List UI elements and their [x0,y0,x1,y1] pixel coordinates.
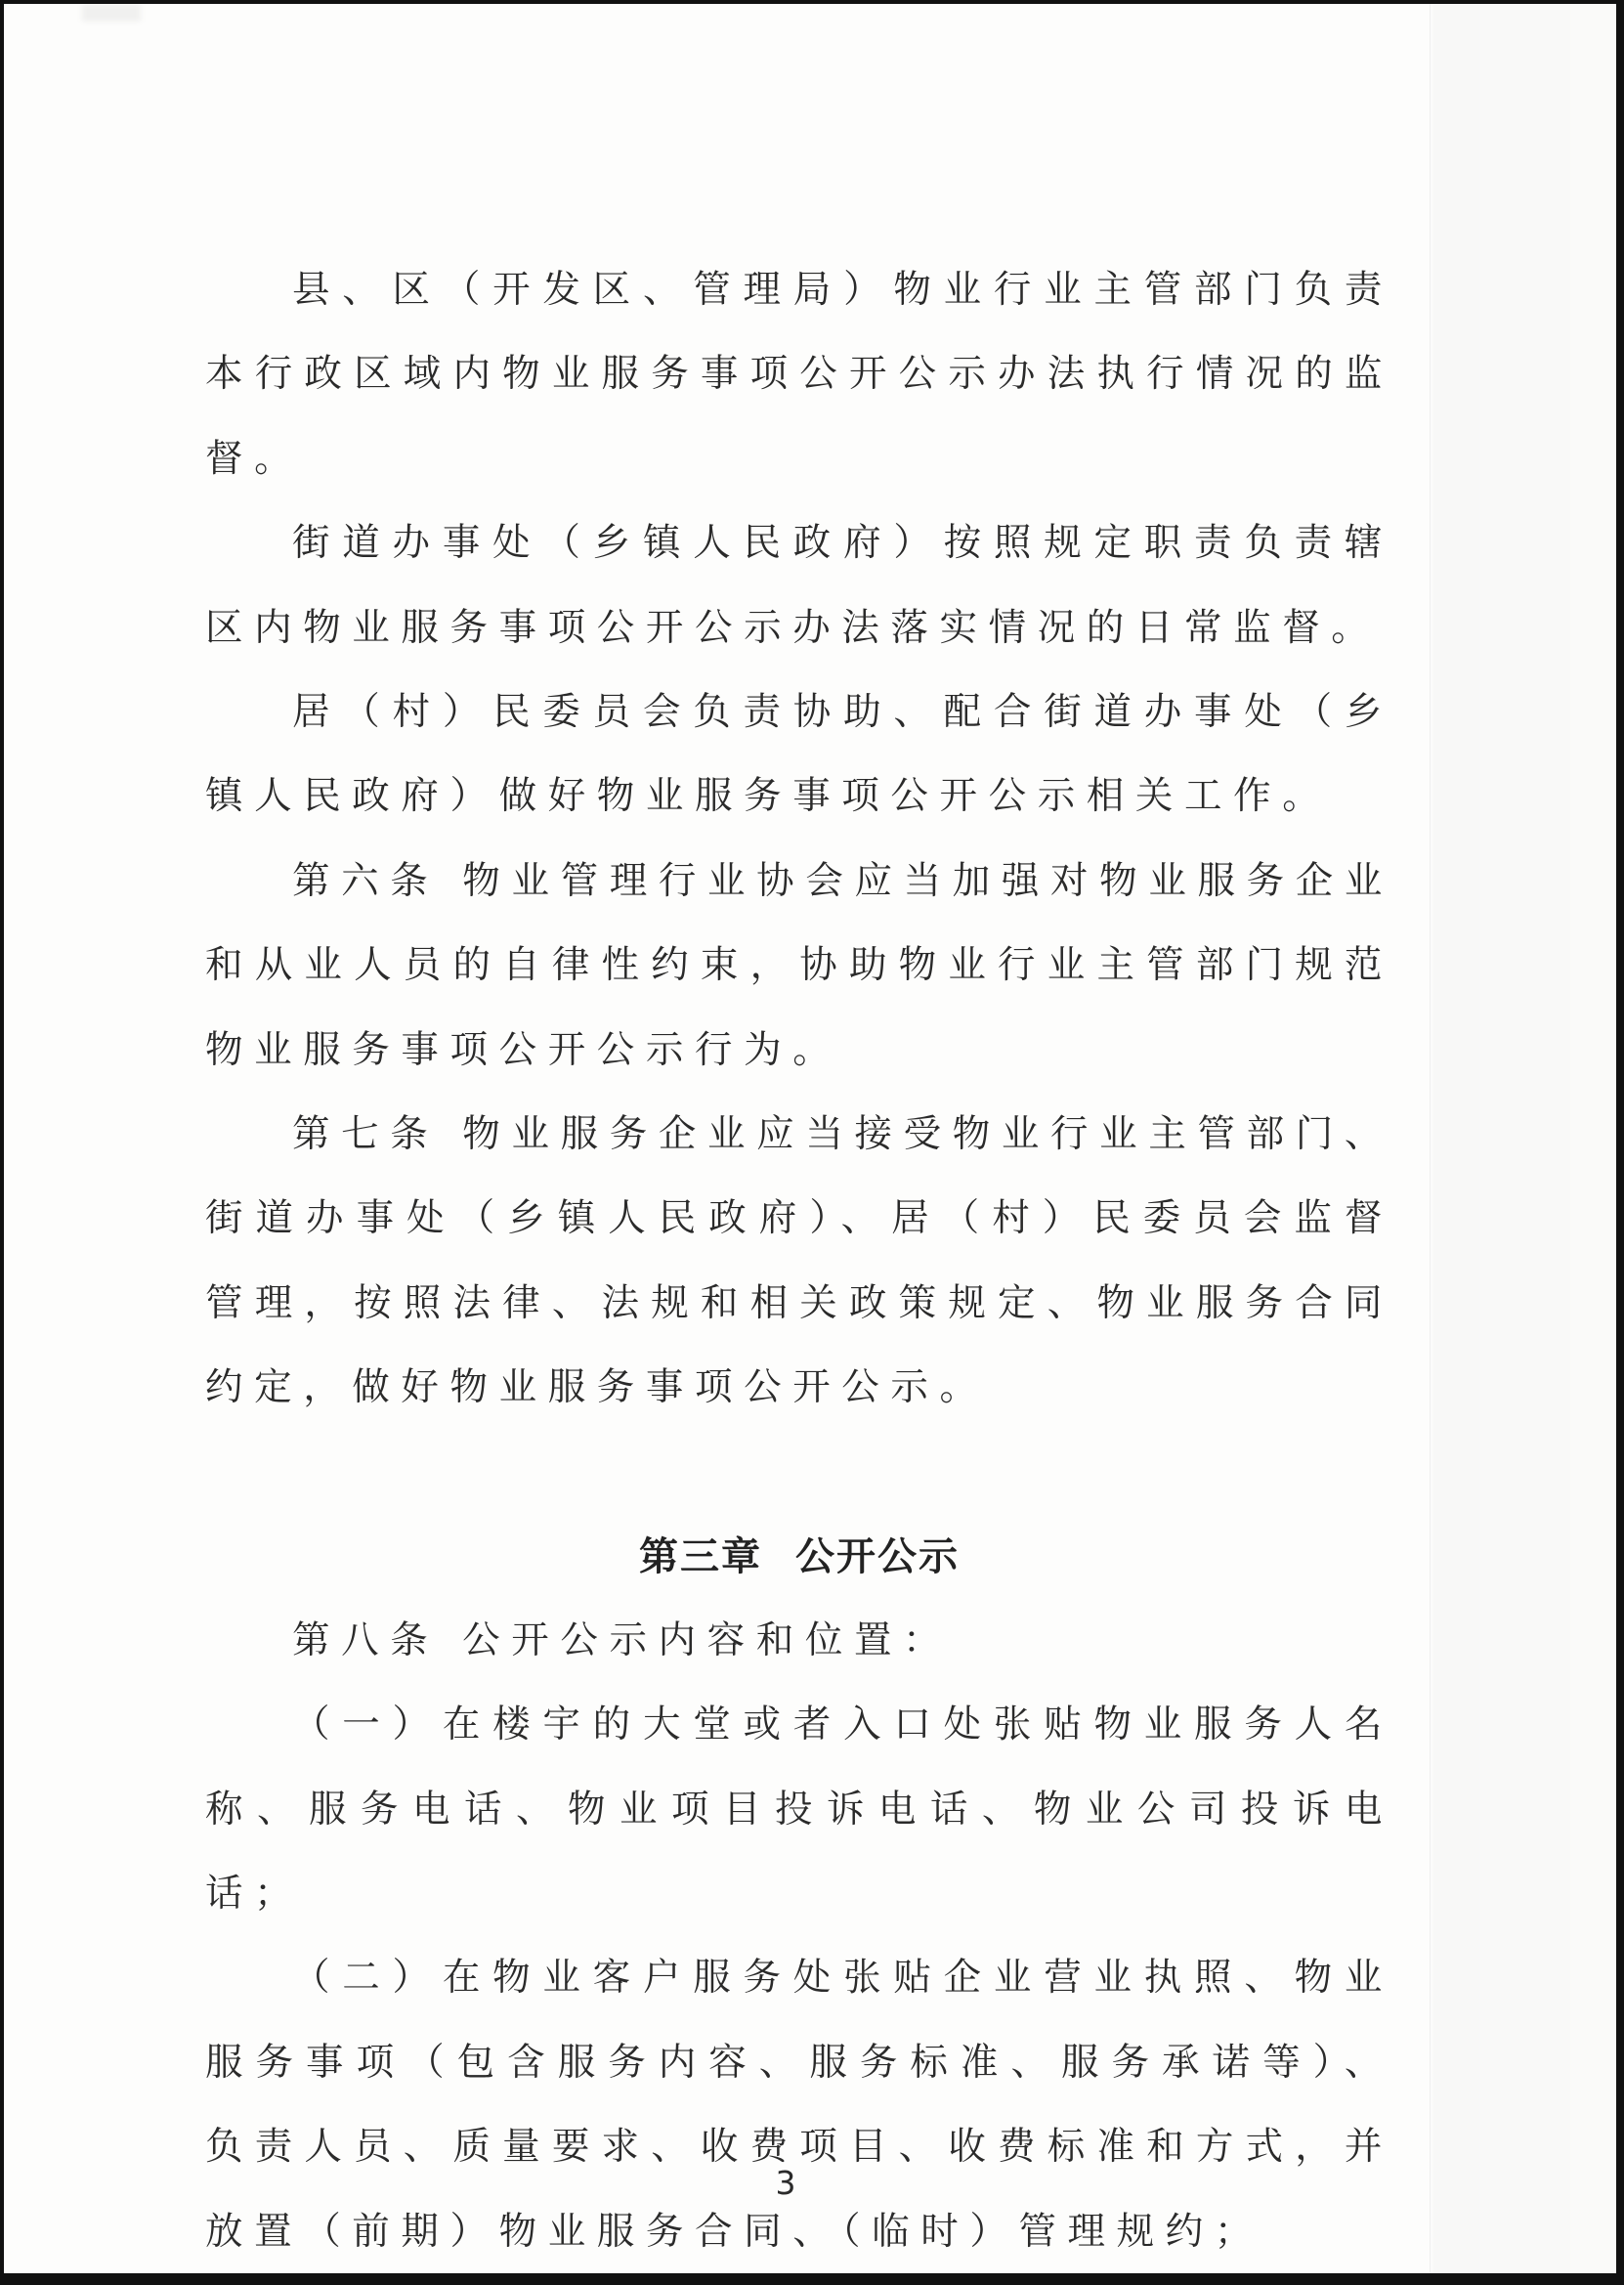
paragraph-article-6: 第六条 物业管理行业协会应当加强对物业服务企业和从业人员的自律性约束，协助物业行业主管部门规范物业服务事项公开公示行为。 [205,858,1393,1072]
page-number: 3 [775,2164,796,2202]
paragraph-article-7: 第七条 物业服务企业应当接受物业行业主管部门、街道办事处（乡镇人民政府）、居（村）民委员会监督管理，按照法律、法规和相关政策规定、物业服务合同约定，做好物业服务事项公开公示。 [205,1112,1393,1410]
paragraph-item-2: （二）在物业客户服务处张贴企业营业执照、物业服务事项（包含服务内容、服务标准、服务承诺等）、负责人员、质量要求、收费项目、收费标准和方式，并放置（前期）物业服务合同、（临时）管理规约； [205,1956,1393,2254]
paragraph-article-8: 第八条 公开公示内容和位置： [292,1617,953,1662]
paragraph-supervision-county: 县、区（开发区、管理局）物业行业主管部门负责本行政区域内物业服务事项公开公示办法执行情况的监督。 [205,268,1393,481]
section-spacer [205,1431,1393,1515]
paragraph-supervision-subdistrict: 街道办事处（乡镇人民政府）按照规定职责负责辖区内物业服务事项公开公示办法落实情况的日常监督。 [205,521,1393,650]
document-page [4,4,1616,2273]
paragraph-residents-committee: 居（村）民委员会负责协助、配合街道办事处（乡镇人民政府）做好物业服务事项公开公示相关工作。 [205,690,1393,819]
scan-smudge [82,4,141,22]
paragraph-item-1: （一）在楼宇的大堂或者入口处张贴物业服务人名称、服务电话、物业项目投诉电话、物业公司投诉电话； [205,1703,1393,1916]
page-body [205,248,1393,2273]
scan-margin-strip [1430,4,1616,2273]
chapter-title: 第三章 公开公示 [639,1533,960,1579]
